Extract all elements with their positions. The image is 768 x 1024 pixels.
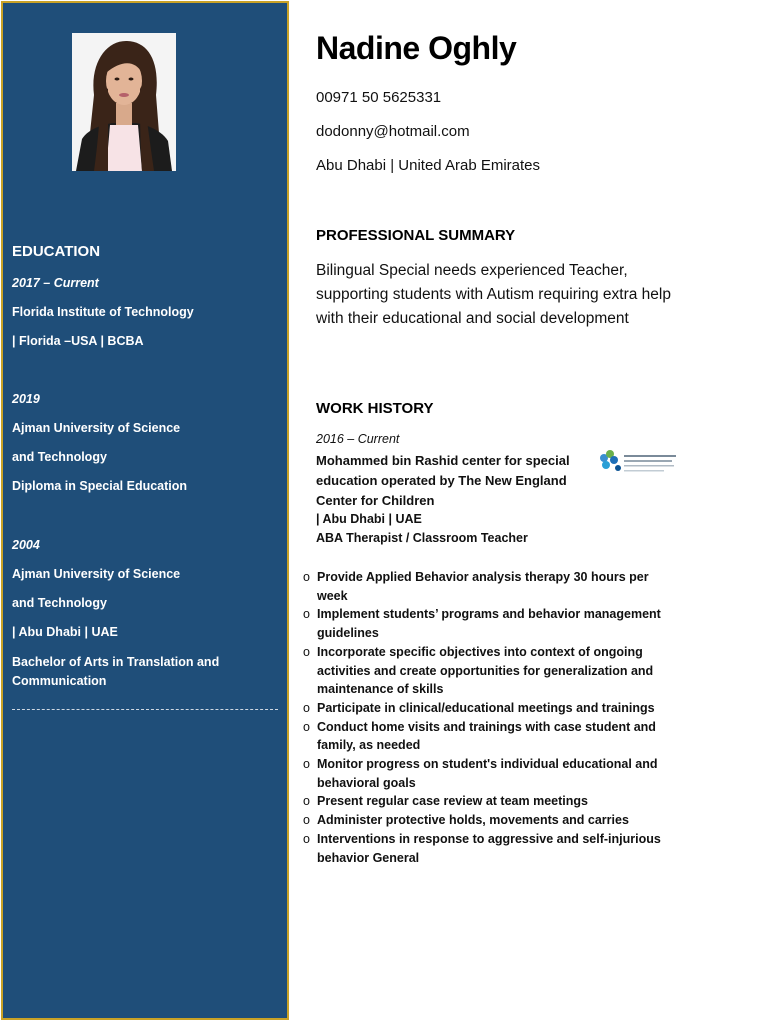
phone-number: 00971 50 5625331 bbox=[316, 89, 442, 106]
list-item: o Present regular case review at team meetings bbox=[300, 792, 680, 811]
list-item: o Provide Applied Behavior analysis therapy 30 hours per week bbox=[303, 570, 649, 603]
circle-bullet-icon: o bbox=[303, 607, 310, 622]
email-address: dodonny@hotmail.com bbox=[316, 123, 470, 140]
work-history-heading: WORK HISTORY bbox=[316, 400, 434, 417]
employer-logo-icon bbox=[598, 448, 678, 478]
job-location: | Abu Dhabi | UAE bbox=[316, 512, 422, 526]
list-item: o Participate in clinical/educational meetings and trainings bbox=[300, 699, 680, 718]
circle-bullet-icon: o bbox=[303, 644, 310, 659]
education-institution: and Technology bbox=[12, 596, 107, 610]
sidebar-divider bbox=[12, 709, 278, 710]
location: Abu Dhabi | United Arab Emirates bbox=[316, 157, 541, 174]
list-item: o Monitor progress on student's individual educational and behavioral goals bbox=[303, 757, 658, 790]
education-heading: EDUCATION bbox=[12, 243, 101, 260]
circle-bullet-icon: o bbox=[303, 700, 310, 715]
education-detail: | Florida –USA | BCBA bbox=[12, 334, 144, 348]
education-year: 2004 bbox=[12, 538, 40, 552]
circle-bullet-icon: o bbox=[303, 794, 310, 809]
candidate-name: Nadine Oghly bbox=[316, 30, 517, 66]
job-years: 2016 – Current bbox=[316, 432, 400, 446]
education-year: 2019 bbox=[12, 392, 40, 406]
employer-logo bbox=[598, 448, 678, 478]
education-detail: | Abu Dhabi | UAE bbox=[12, 625, 118, 639]
list-item: o Conduct home visits and trainings with case student and family, as needed bbox=[303, 719, 656, 753]
education-institution: Ajman University of Science bbox=[12, 421, 181, 435]
summary-text: Bilingual Special needs experienced Teacher, supporting students with Autism requiring extra help with their educational and social development bbox=[316, 262, 671, 327]
avatar bbox=[72, 33, 176, 171]
list-item: o Incorporate specific objectives into context of ongoing activities and create opportunities for generalization and maintenance of skills bbox=[303, 644, 654, 697]
education-institution: Florida Institute of Technology bbox=[12, 305, 194, 319]
list-item: o Implement students’ programs and behavior management guidelines bbox=[303, 607, 661, 641]
circle-bullet-icon: o bbox=[303, 570, 310, 584]
education-institution: and Technology bbox=[12, 450, 107, 464]
list-item: o Administer protective holds, movements and carries bbox=[300, 811, 680, 830]
circle-bullet-icon: o bbox=[303, 831, 310, 846]
circle-bullet-icon: o bbox=[303, 813, 310, 828]
summary-heading: PROFESSIONAL SUMMARY bbox=[316, 227, 516, 244]
job-employer: Mohammed bin Rashid center for special education operated by The New England Center for Children bbox=[316, 453, 570, 508]
education-degree: Bachelor of Arts in Translation and Communication bbox=[12, 655, 220, 688]
circle-bullet-icon: o bbox=[303, 757, 310, 772]
education-year: 2017 – Current bbox=[12, 276, 99, 290]
list-item: o Interventions in response to aggressive and self-injurious behavior General bbox=[303, 831, 661, 865]
profile-photo bbox=[72, 33, 176, 171]
job-duties-list bbox=[300, 568, 680, 867]
job-role: ABA Therapist / Classroom Teacher bbox=[316, 531, 528, 545]
sidebar bbox=[1, 1, 289, 1020]
education-institution: Ajman University of Science bbox=[12, 567, 181, 581]
education-degree: Diploma in Special Education bbox=[12, 479, 188, 493]
circle-bullet-icon: o bbox=[303, 719, 310, 734]
